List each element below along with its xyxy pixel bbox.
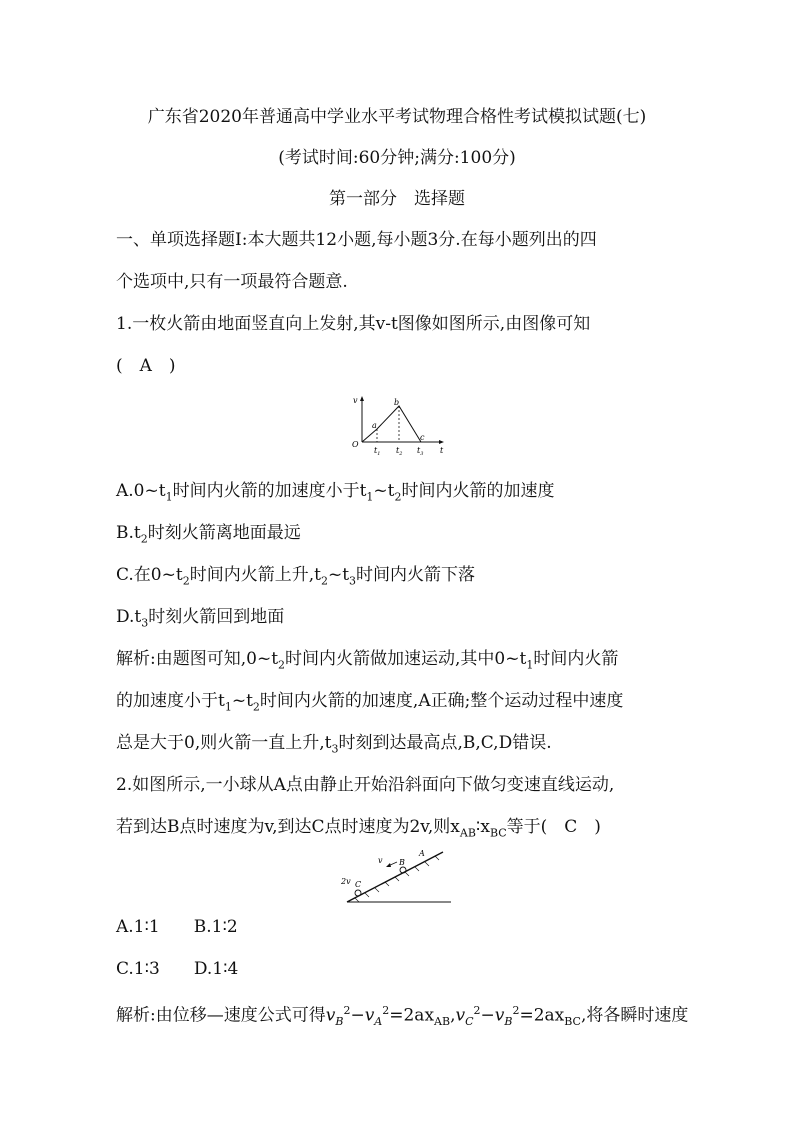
q1-option-d: $D.t_3$时刻火箭回到地面	[116, 607, 285, 630]
point-c-label: c	[420, 433, 425, 442]
t3-sub: 3	[420, 451, 424, 457]
instructions-line-2: 个选项中,只有一项最符合题意.	[116, 272, 348, 292]
q2-explanation-line-1: 解析:由位移—速度公式可得$v_B^2-v_A^2=2ax_{AB},v_C^2-v_B^2=2ax_{BC}$,将各瞬时速度	[116, 1004, 689, 1029]
v-axis-label: v	[353, 396, 358, 405]
2v-label: 2v	[341, 877, 351, 886]
q1-answer: ( A )	[116, 356, 176, 376]
q1-option-b: $B.t_2$时刻火箭离地面最远	[116, 523, 301, 546]
t1-label: t	[374, 446, 378, 455]
q2-stem-line-2: 若到达B点时速度为v,到达C点时速度为2v,则$x_{AB}∶x_{BC}$等于( C )	[116, 817, 601, 840]
q1-explanation-line-1: 解析:由题图可知$,0\sim t_2$时间内火箭做加速运动,其中$0\sim t_1$时间内火箭	[116, 649, 619, 672]
v-label: v	[378, 856, 383, 865]
q1-explanation-line-3: 总是大于0,则火箭一直上升$,t_3$时刻到达最高点,B,C,D错误.	[116, 733, 552, 756]
point-c-label: C	[355, 880, 362, 889]
point-b-label: b	[394, 398, 400, 407]
svg-text:t1	[374, 446, 380, 457]
point-a-label: a	[372, 421, 377, 430]
svg-text:t2	[396, 446, 402, 457]
svg-text:t3	[417, 446, 423, 457]
q2-options-ab: A.1∶1 B.1∶2	[116, 917, 238, 937]
point-b-label: B	[399, 858, 405, 867]
q1-option-c: C.在$0\sim t_2$时间内火箭上升$,t_2\sim t_3$时间内火箭下落	[116, 565, 476, 588]
q2-incline-figure	[335, 840, 455, 906]
instructions-line-1: 一、单项选择题Ⅰ:本大题共12小题,每小题3分.在每小题列出的四	[116, 230, 597, 250]
t2-label: t	[396, 446, 400, 455]
t1-sub: 1	[377, 451, 381, 457]
exam-info: (考试时间:60分钟;满分:100分)	[278, 148, 516, 168]
q1-vt-graph	[348, 394, 448, 458]
t2-sub: 2	[399, 451, 403, 457]
page-title: 广东省2020年普通高中学业水平考试物理合格性考试模拟试题(七)	[147, 107, 647, 127]
t3-label: t	[417, 446, 421, 455]
q1-explanation-line-2: 的加速度小于$t_1\sim t_2$时间内火箭的加速度,A正确;整个运动过程中速度	[116, 691, 624, 714]
origin-label: O	[352, 440, 359, 449]
section-heading: 第一部分 选择题	[329, 189, 465, 209]
q2-stem-line-1: 2.如图所示,一小球从A点由静止开始沿斜面向下做匀变速直线运动,	[116, 775, 615, 795]
q1-option-a: $A.0\sim t_1$时间内火箭的加速度小于$t_1\sim t_2$时间内火箭的加速度	[116, 481, 555, 504]
t-axis-label: t	[440, 446, 444, 455]
q2-options-cd: C.1∶3 D.1∶4	[116, 959, 239, 979]
point-a-label: A	[419, 849, 425, 858]
ball-c	[355, 890, 361, 896]
q1-stem: 1.一枚火箭由地面竖直向上发射,其v-t图像如图所示,由图像可知	[116, 314, 591, 334]
